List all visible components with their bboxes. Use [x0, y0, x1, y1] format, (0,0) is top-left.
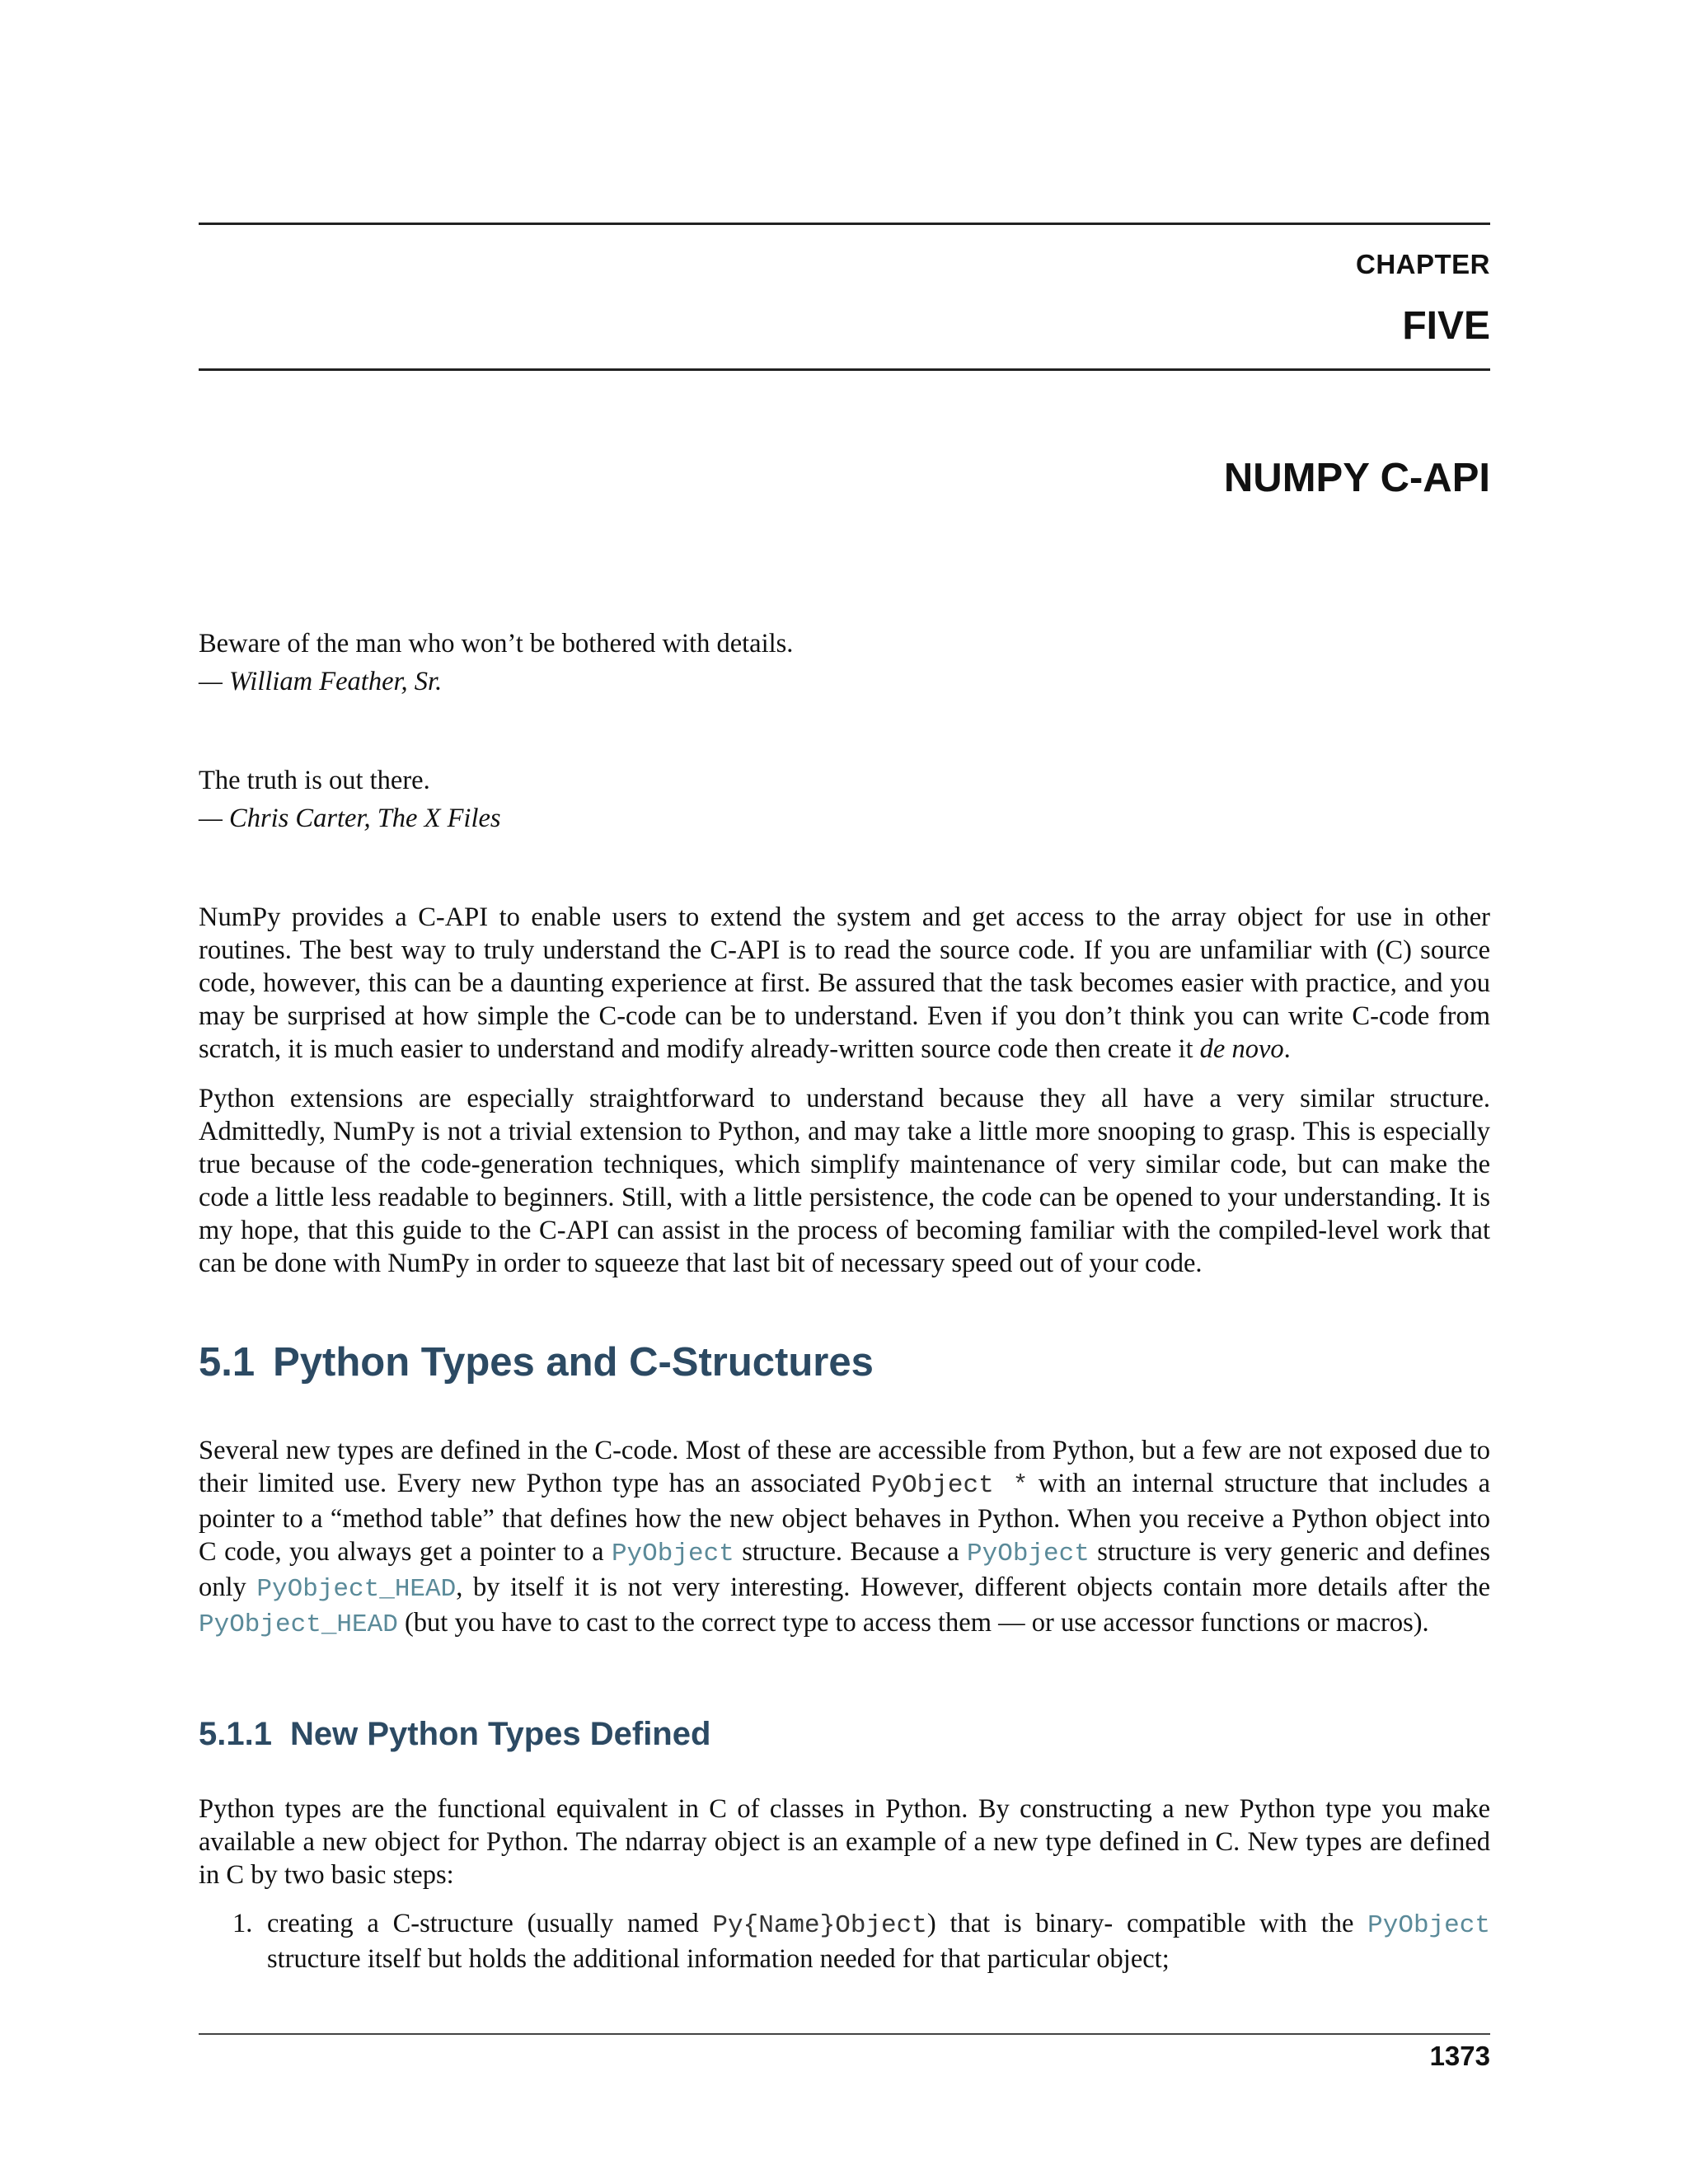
text-run: Several new types are defined in the C-code. Most of these are accessible from Python, but a few are not exposed due to their limited use. Every new Python type has an associated — [199, 1436, 1490, 1498]
subsection-title: New Python Types Defined — [289, 1716, 711, 1752]
epigraph-1 — [199, 625, 1490, 701]
text-run: structure. Because a — [734, 1537, 968, 1567]
chapter-number: FIVE — [1402, 304, 1490, 348]
code-pyobject-pointer: PyObject * — [870, 1471, 1029, 1500]
pyobject-link[interactable]: PyObject — [1367, 1911, 1490, 1940]
section-title: Python Types and C-Structures — [273, 1340, 874, 1385]
intro-paragraph-2 — [199, 1082, 1490, 1280]
pyobject-head-link[interactable]: PyObject_HEAD — [256, 1575, 457, 1604]
text-run: , by itself it is not very interesting. However, different objects contain more details after the — [456, 1572, 1490, 1602]
steps-list — [232, 1907, 1490, 1975]
intro-text-2: Python extensions are especially straightforward to understand because they all have a very similar structure. Admittedly, NumPy is not a trivial extension to Python, and may take a little more snooping to grasp. This is especially true because of the code-generation techniques, which simplify maintenance of very similar code, but can make the code a little less readable to beginners. Still, with a little persistence, the code can be opened to your understanding. It is my hope, that this guide to the C-API can assist in the process of becoming familiar with the compiled-level work that can be done with NumPy in order to squeeze that last bit of necessary speed out of your code. — [199, 1084, 1490, 1278]
subsection-heading — [199, 1716, 710, 1753]
text-run: structure itself but holds the additional information needed for that particular object; — [267, 1944, 1170, 1974]
list-marker: 1. — [232, 1909, 253, 1938]
list-item — [232, 1907, 1490, 1975]
subsection-paragraph — [199, 1793, 1490, 1891]
text-run: creating a C-structure (usually named — [267, 1909, 713, 1938]
text-run: ) that is binary- compatible with the — [926, 1909, 1368, 1938]
quote-text: Beware of the man who won’t be bothered with details. — [199, 629, 794, 658]
section-heading — [199, 1339, 874, 1385]
subsection-number: 5.1.1 — [199, 1716, 272, 1752]
code-py-name-object: Py{Name}Object — [712, 1911, 927, 1940]
chapter-bottom-rule — [199, 368, 1490, 371]
page-number: 1373 — [1429, 2041, 1490, 2071]
pyobject-head-link[interactable]: PyObject_HEAD — [199, 1610, 398, 1639]
pyobject-link[interactable]: PyObject — [967, 1540, 1090, 1568]
intro-end: . — [1283, 1034, 1291, 1064]
text-run: (but you have to cast to the correct type to access them — or use accessor functions or macros). — [397, 1608, 1429, 1638]
footer-rule — [199, 2033, 1490, 2035]
list-item-body — [267, 1907, 1490, 1975]
intro-text: NumPy provides a C-API to enable users to extend the system and get access to the array object for use in other routines. The best way to truly understand the C-API is to read the source code. If you are unfamiliar with (C) source code, however, this can be a daunting experience at first. Be assured that the task becomes easier with practice, and you may be surprised at how simple the C-code can be to understand. Even if you don’t think you can write C-code from scratch, it is much easier to understand and modify already-written source code then create it — [199, 902, 1490, 1064]
epigraph-2 — [199, 762, 1490, 837]
text-run: structure is very generic and defines only — [199, 1537, 1491, 1602]
quote-attribution: — Chris Carter, The X Files — [199, 804, 501, 833]
text-run: with an internal structure that includes a pointer to a “method table” that defines how the new object behaves in Python. When you receive a Python object into C code, you always get a pointer to a — [199, 1469, 1491, 1567]
chapter-label: CHAPTER — [1355, 249, 1490, 279]
section-paragraph — [199, 1434, 1490, 1642]
quote-text: The truth is out there. — [199, 766, 430, 795]
subsection-text: Python types are the functional equivalent in C of classes in Python. By constructing a new Python type you make available a new object for Python. The ndarray object is an example of a new type defined in C. New types are defined in C by two basic steps: — [199, 1794, 1490, 1890]
chapter-title: NUMPY C-API — [1223, 456, 1490, 500]
intro-italic: de novo — [1199, 1034, 1284, 1064]
chapter-top-rule — [199, 223, 1490, 225]
quote-attribution: — William Feather, Sr. — [199, 667, 443, 696]
intro-paragraph-1 — [199, 901, 1490, 1066]
section-number: 5.1 — [199, 1340, 256, 1385]
pyobject-link[interactable]: PyObject — [611, 1540, 734, 1568]
